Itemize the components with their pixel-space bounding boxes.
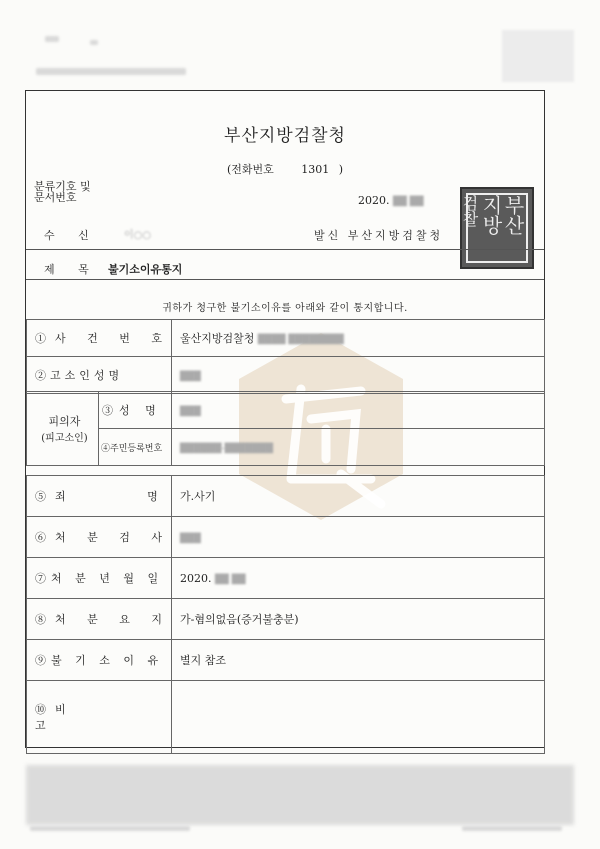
complainant-label: ②고소인성명 bbox=[27, 357, 172, 394]
issue-date-redacted: ██ ██ bbox=[393, 197, 424, 207]
seal-glyph: 지방 bbox=[479, 195, 503, 235]
notice-document bbox=[25, 90, 545, 748]
table-row bbox=[27, 476, 545, 517]
issue-date bbox=[358, 194, 424, 207]
suspect-name-value bbox=[172, 392, 545, 429]
case-number-redacted: ████ ████████ bbox=[257, 335, 344, 345]
sender-label: 발신 부산지방검찰청 bbox=[314, 229, 444, 242]
table-row bbox=[27, 392, 545, 429]
phone-number: 1301 bbox=[301, 163, 330, 176]
table-row bbox=[27, 681, 545, 754]
disposition-date-redacted: ██ ██ bbox=[215, 574, 246, 585]
suspect-id-label: ④주민등록번호 bbox=[99, 429, 172, 466]
prosecutor-redacted: ███ bbox=[180, 533, 201, 544]
disposition-date-cell bbox=[172, 558, 545, 599]
suspect-id-redacted: ██████-███████ bbox=[180, 443, 274, 454]
remarks-value bbox=[172, 681, 545, 754]
phone-label: (전화번호 bbox=[226, 163, 274, 176]
subject-label: 제 목 bbox=[44, 263, 99, 276]
suspect-table bbox=[26, 391, 545, 466]
agency-title: 부산지방검찰청 bbox=[224, 126, 346, 146]
redacted-barcode bbox=[502, 30, 574, 82]
remarks-label: ⑩비 고 bbox=[27, 681, 172, 754]
prosecutor-value bbox=[172, 517, 545, 558]
phone-close: ) bbox=[338, 163, 344, 176]
seal-glyph: 부산 bbox=[501, 195, 525, 235]
redacted-header-line bbox=[36, 68, 186, 75]
redacted-corner-mark bbox=[90, 40, 98, 45]
disposition-date-value: 2020. bbox=[180, 571, 212, 585]
redacted-corner-mark bbox=[45, 36, 59, 42]
recipient-label: 수 신 bbox=[44, 229, 99, 242]
table-row bbox=[27, 558, 545, 599]
complainant-value bbox=[172, 357, 545, 394]
reason-value: 별지 참조 bbox=[172, 640, 545, 681]
table-row bbox=[27, 429, 545, 466]
recipient-value: 이○○ bbox=[124, 230, 152, 241]
suspect-name-label: ③성 명 bbox=[99, 392, 172, 429]
case-number-label: ①사 건 번 호 bbox=[27, 320, 172, 357]
subject-value: 불기소이유통지 bbox=[108, 263, 183, 276]
seal-glyph: 검찰 bbox=[460, 195, 479, 227]
official-seal bbox=[460, 187, 534, 269]
suspect-group-title: 피의자 bbox=[48, 415, 81, 428]
table-row bbox=[27, 517, 545, 558]
disposition-table bbox=[26, 475, 545, 754]
notice-text: 귀하가 청구한 불기소이유를 아래와 같이 통지합니다. bbox=[162, 303, 408, 314]
complainant-redacted: ███ bbox=[180, 371, 201, 382]
table-row bbox=[27, 599, 545, 640]
classification-label: 분류기호 및 문서번호 bbox=[34, 180, 91, 204]
case-number-cell bbox=[172, 320, 545, 357]
suspect-id-value bbox=[172, 429, 545, 466]
divider bbox=[26, 249, 544, 250]
suspect-group-subtitle: (피고소인) bbox=[41, 433, 88, 444]
redacted-footer-line bbox=[30, 826, 190, 831]
table-row bbox=[27, 357, 545, 394]
redacted-footer bbox=[26, 765, 574, 825]
table-row bbox=[27, 320, 545, 357]
reason-label: ⑨불 기 소 이 유 bbox=[27, 640, 172, 681]
redacted-footer-line bbox=[462, 826, 562, 831]
notice-table bbox=[26, 319, 545, 394]
issue-date-year: 2020. bbox=[358, 194, 393, 207]
disposition-gist-value: 가-혐의없음(증거불충분) bbox=[172, 599, 545, 640]
charge-label: ⑤죄 명 bbox=[27, 476, 172, 517]
suspect-group-label bbox=[27, 392, 99, 466]
prosecutor-label: ⑥처 분 검 사 bbox=[27, 517, 172, 558]
case-number-value: 울산지방검찰청 bbox=[180, 332, 255, 345]
disposition-gist-label: ⑧처 분 요 지 bbox=[27, 599, 172, 640]
suspect-name-redacted: ███ bbox=[180, 406, 201, 417]
table-row bbox=[27, 640, 545, 681]
disposition-date-label: ⑦처 분 년 월 일 bbox=[27, 558, 172, 599]
phone-line bbox=[26, 161, 544, 177]
charge-value: 가.사기 bbox=[172, 476, 545, 517]
divider bbox=[26, 279, 544, 280]
